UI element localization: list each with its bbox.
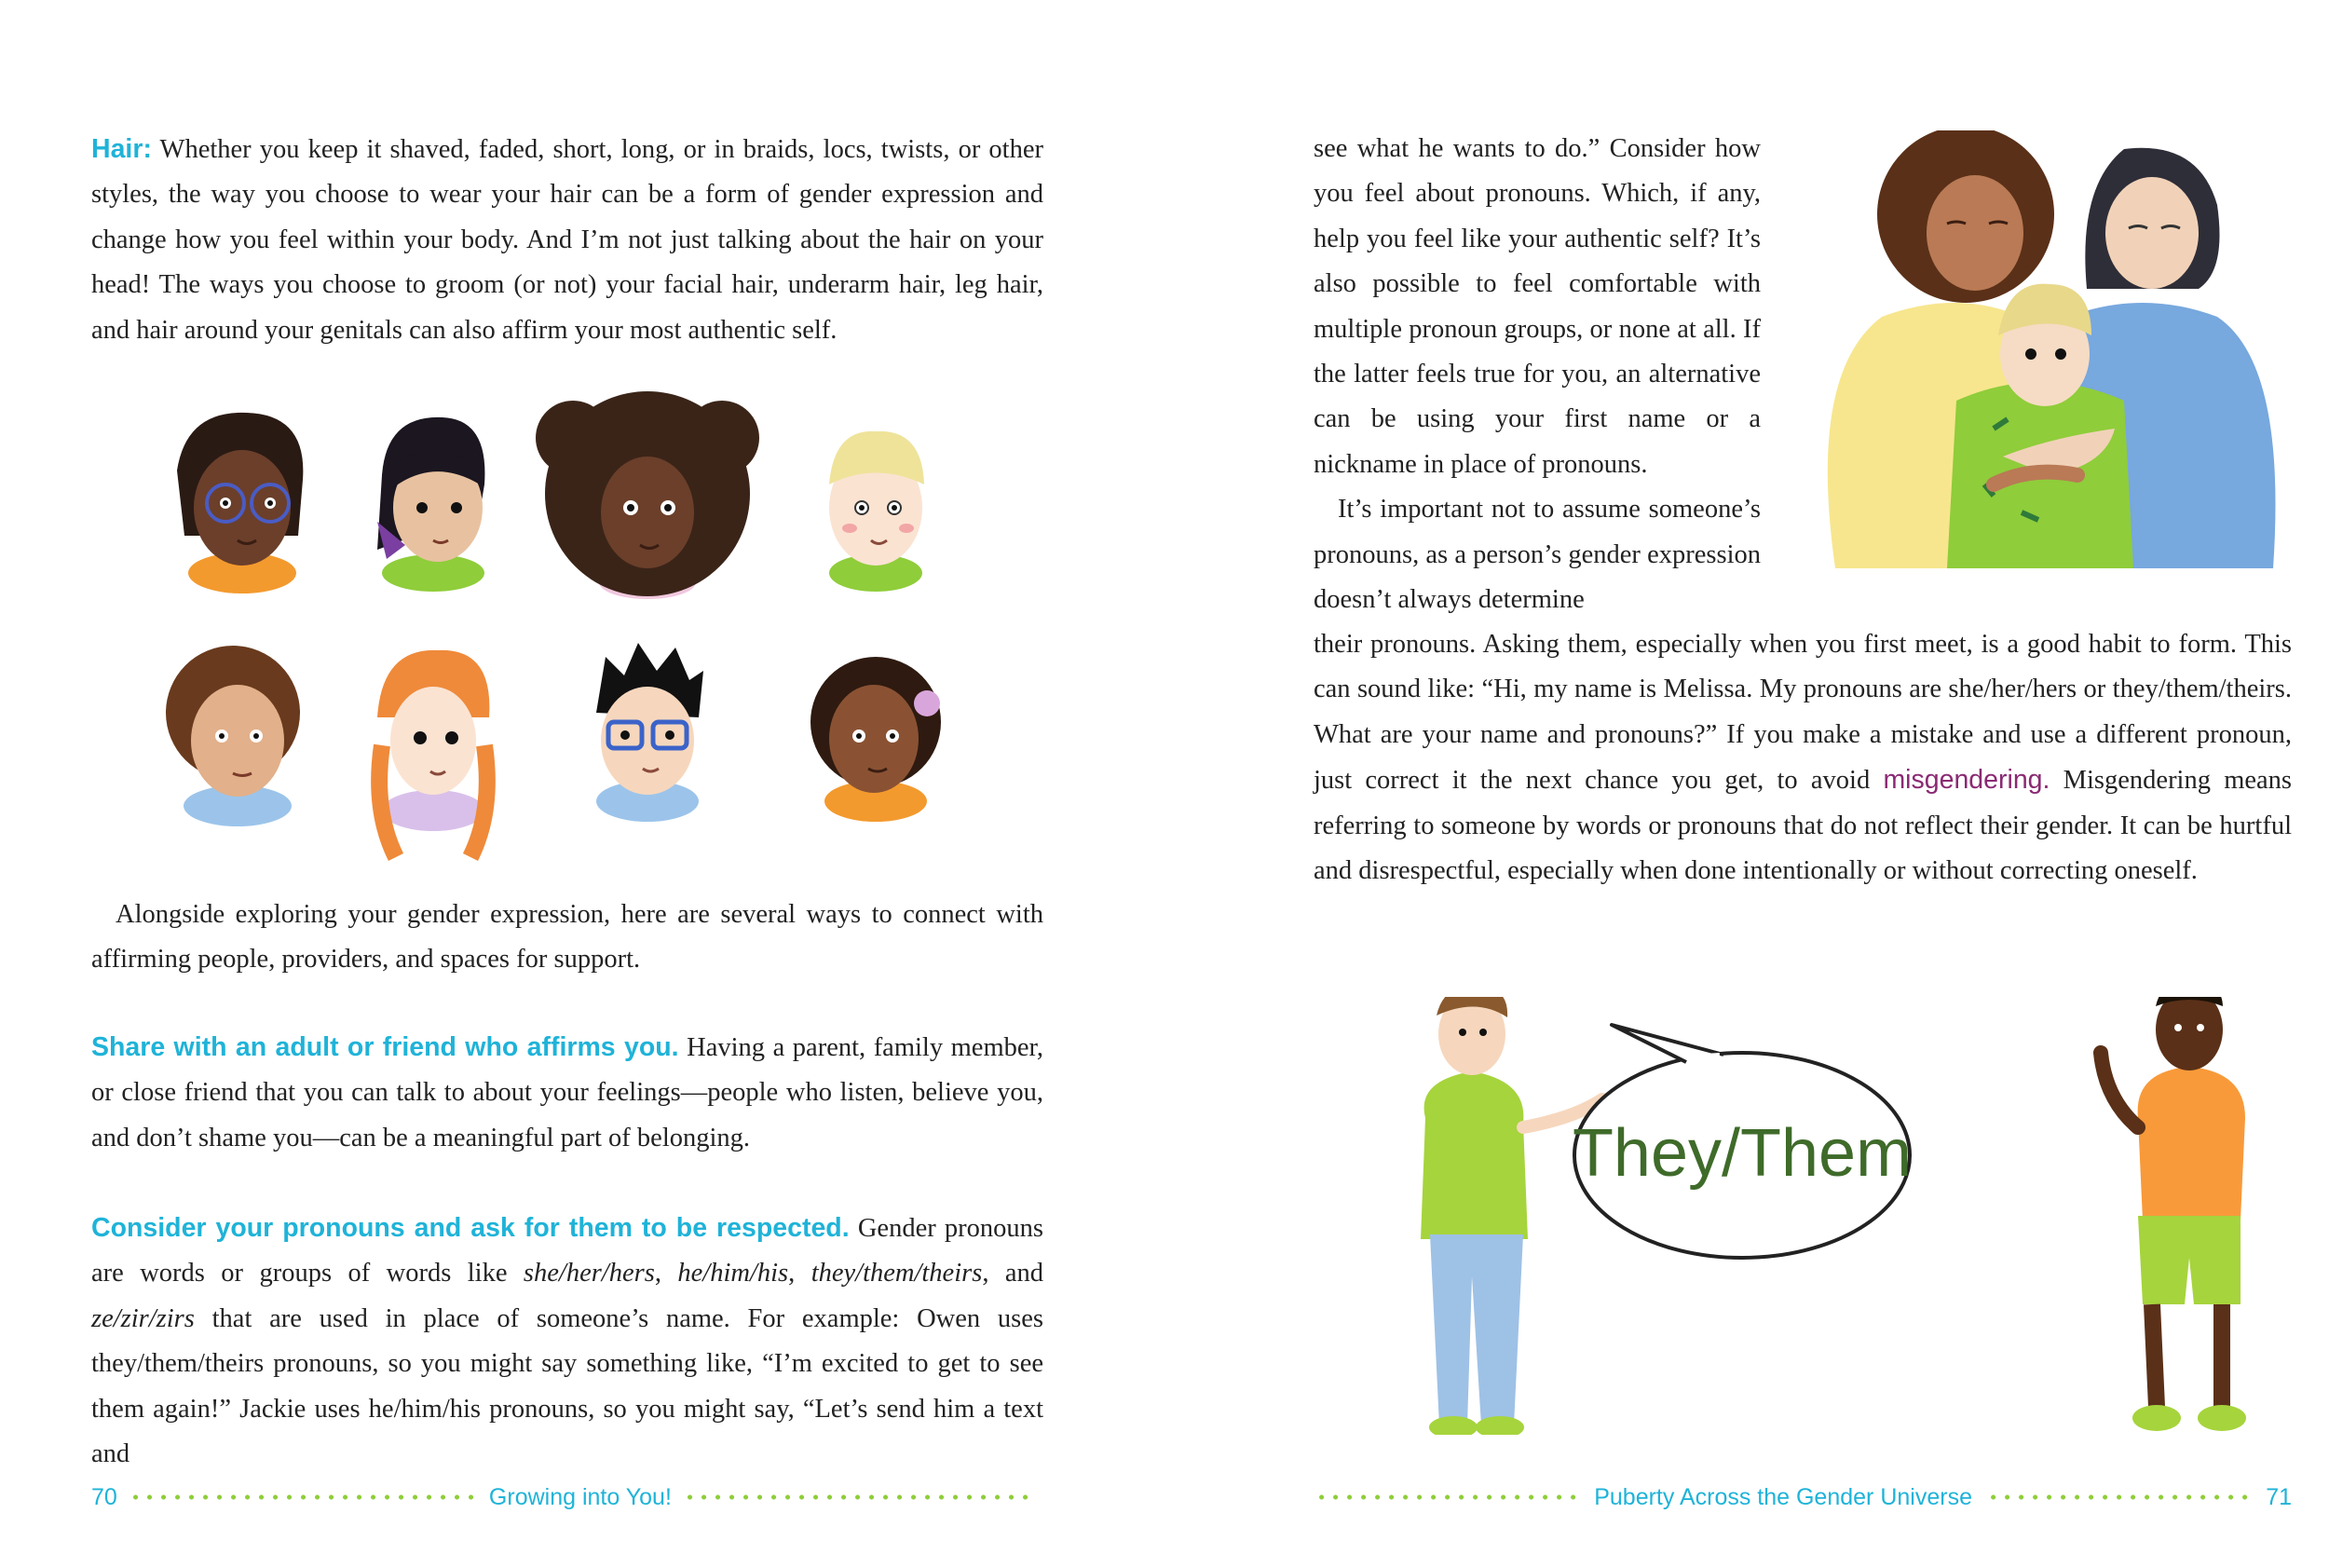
pronoun-example-she: she/her/hers [523,1259,655,1288]
footer-dots [685,1494,1030,1500]
face-red-braids [377,650,489,857]
hair-section [91,127,1043,353]
left-footer [91,1481,1043,1513]
face-curly-volume [536,391,759,599]
pronoun-example-they: they/them/theirs [810,1259,983,1288]
consider-text-2: that are used in place of someone’s name. For example: Owen uses they/them/theirs pronouns, so you might say something like, “I’m excited to get to see them again!” Jackie uses he/him/his pronouns, so you might say, “Let’s send him a text and [91,1303,1043,1469]
share-section [91,1025,1043,1161]
right-page [1164,0,2329,1568]
running-title: Growing into You! [488,1483,672,1510]
share-paragraph [91,1025,1043,1161]
consider-paragraph [91,1206,1043,1477]
pronouns-text: their pronouns. Asking them, especially when you first meet, is a good habit to form. This can sound like: “Hi, my name is Melissa. My pronouns are she/her/hers or they/them/theirs. What are your name and pronouns?” If you make a mistake and use a different pronoun, just correct it the next chance you get, to avoid [1314,630,2292,796]
face-undercut-purple [377,417,484,592]
face-curly-clip [810,657,941,822]
pronouns-paragraph-2-start: It’s important not to assume someone’s pronouns, as a person’s gender expression doesn’t always determine [1314,495,1761,615]
alongside-paragraph: Alongside exploring your gender expression, here are several ways to connect with affirming people, providers, and spaces for support. [91,900,1043,975]
separator: , [788,1259,811,1288]
speech-bubble-text: They/Them [1572,1116,1913,1191]
kid-green-hoodie [1421,997,1602,1435]
speech-bubble [1573,1025,1912,1258]
page-number: 71 [2266,1483,2292,1510]
face-spiky-glasses [596,643,703,822]
consider-text-1: Gender pronouns are words or groups of words like [91,1214,1043,1288]
consider-heading: Consider your pronouns and ask for them to be respected. [91,1213,850,1243]
pronouns-continued-section [1314,127,1761,622]
they-them-illustration [1379,997,2310,1435]
pronouns-paragraph-1: see what he wants to do.” Consider how you feel about pronouns. Which, if any, help you feel like your authentic self? It’s also possible to feel comfortable with multiple pronoun groups, or none at all. If the latter feels true for you, an alternative can be using your first name or a nickname in place of pronouns. [1314,134,1761,479]
footer-dots [1985,1494,2253,1500]
face-locs-glasses [177,413,303,593]
pronoun-example-ze: ze/zir/zirs [91,1303,195,1333]
right-footer [1314,1481,2292,1513]
pronouns-wide-section [1314,622,2292,893]
left-page [0,0,1164,1568]
share-text: Having a parent, family member, or close friend that you can talk to about your feelings—people who listen, believe you, and don’t shame you—can be a meaningful part of belonging. [91,1033,1044,1152]
separator: , [654,1259,678,1288]
family-hug-illustration [1807,130,2292,578]
misgendering-definition: Misgendering means referring to someone by words or pronouns that do not reflect their gender. It can be hurtful and disrespectful, especially when done intentionally or without correcting oneself. [1314,766,2292,886]
consider-section [91,1206,1043,1477]
hair-heading: Hair: [91,134,152,164]
misgendering-term: misgendering. [1883,765,2050,796]
footer-dots [130,1494,476,1500]
pronoun-example-he: he/him/his [677,1259,789,1288]
pronouns-paragraph-2-continued [1314,622,2292,893]
face-curly-short [166,646,300,826]
share-heading: Share with an adult or friend who affirms you. [91,1032,679,1062]
page-number: 70 [91,1483,117,1510]
running-title: Puberty Across the Gender Universe [1594,1483,1972,1510]
footer-dots [1314,1494,1581,1500]
hairstyles-faces-illustration [140,391,960,866]
kid-orange-shirt [2101,997,2246,1431]
separator: , and [982,1259,1044,1288]
face-blond-buzz [829,431,924,592]
hair-text: Whether you keep it shaved, faded, short, long, or in braids, locs, twists, or other styles, the way you choose to wear your hair can be a form of gender expression and change how you feel within your body. And I’m not just talking about the hair on your head! The ways you choose to groom (or not) your facial hair, underarm hair, leg hair, and hair around your genitals can also affirm your most authentic self. [91,135,1043,345]
alongside-section [91,893,1043,983]
hair-paragraph [91,127,1043,353]
